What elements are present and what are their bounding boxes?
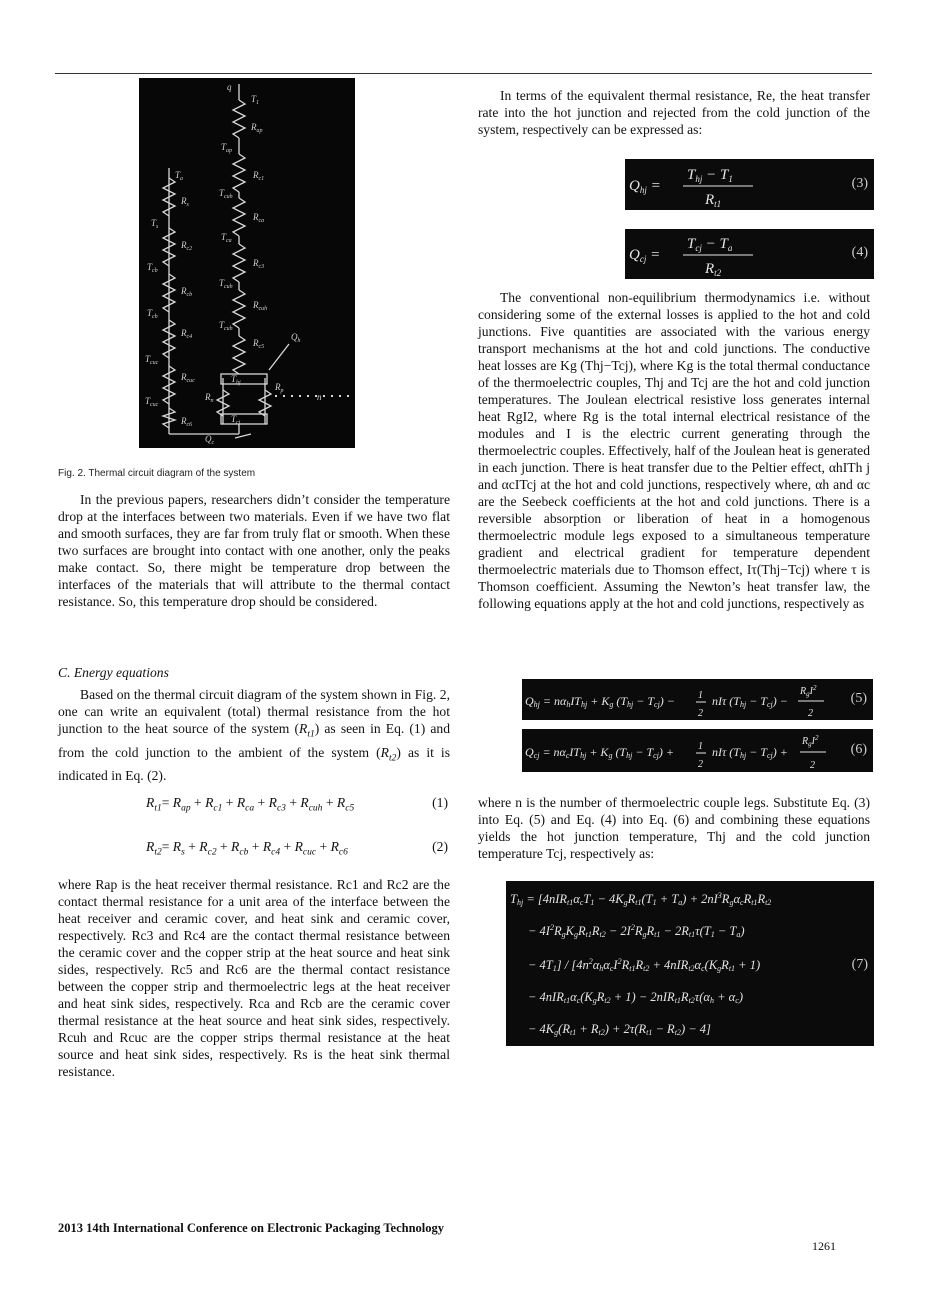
svg-text:Qc: $Q_c$ <box>205 434 215 446</box>
left-paragraph-2: Based on the thermal circuit diagram of the system shown in Fig. 2, one can write an equivalent (total) thermal resistance from the hot junction to the heat source of the system $(R_{t1})$ as seen in Eq. (1) and from the cold junction to the ambient of the system $(R_{t2})$ as it is indicated in Eq. (2). <box>58 687 450 784</box>
left-paragraph-3 <box>58 876 450 1080</box>
equation-4-box <box>625 229 874 279</box>
svg-text:Rcuc: $R_{cuc}$ <box>181 372 195 384</box>
para2-part-c: ) as it is indicated in Eq. (2). <box>58 744 450 784</box>
svg-text:Rn: $R_n$ <box>205 392 214 404</box>
right-para1-text: In terms of the equivalent thermal resistance, Re, the heat transfer rate into the hot junction and rejected from the cold junction of the system, respectively can be expressed as: <box>478 88 870 137</box>
svg-text:Thj − T1: $T_{hj} - T_1$ <box>687 167 733 184</box>
svg-text:1: 1 <box>698 690 703 701</box>
svg-text:Rap: $R_{ap}$ <box>251 122 263 134</box>
svg-text:− 4Kg(Rt1 + Rt2) + 2τ(Rt1 − Rt: − 4Kg(Rt1 + Rt2) + 2τ(Rt1 − Rt2) − 4] <box>528 1022 711 1037</box>
svg-text:Tcj: $T_{cj}$ <box>231 414 241 426</box>
svg-text:− 4I2RgKgRt1Rt2 − 2I2RgRt1 − 2: − $4I^2RgKgRt1Rt2$ − $2I^2RgRt1 - 2Rt1\tau(T1 - Ta)$ <box>528 923 745 939</box>
equation-4-number: (4) <box>851 245 868 260</box>
right-paragraph-3 <box>478 794 870 862</box>
thermal-circuit-figure <box>139 78 355 448</box>
svg-text:Ts: $T_s$ <box>151 218 159 230</box>
equation-2-expression: $R_{t2}= R_s + R_{c2} + R_{cb} + R_{c4} + R_{cuc} + R_{c6}$ <box>146 839 348 858</box>
svg-text:Rs: $R_s$ <box>181 196 189 208</box>
svg-text:Rt1: $R_{t1}$ <box>705 192 722 209</box>
svg-text:− 4nIRt1αc(KgRt2 + 1) − 2nIRt1: − 4nIRt1αc(KgRt2 + 1) − 2nIRt1Rt2τ(αh + αc) <box>528 990 743 1005</box>
svg-text:2: 2 <box>698 708 703 719</box>
svg-text:Tcb: $T_{cb}$ <box>147 262 158 274</box>
svg-text:1: 1 <box>698 741 703 752</box>
section-heading <box>58 664 450 681</box>
right-para3-text: where n is the number of thermoelectric couple legs. Substitute Eq. (3) into Eq. (5) and Eq. (4) into Eq. (6) and combining these equations yields the hot junction temperature, Thj and the cold junction temperature Tcj, respectively as: <box>478 795 870 861</box>
svg-text:Rc2: $R_{c2}$ <box>181 240 193 252</box>
svg-text:Qcj = nαcIThj + Kg (Thj − Tcj): Qcj = nαcIThj + Kg (Thj − Tcj) + <box>525 745 674 760</box>
equation-6-number: (6) <box>850 742 867 757</box>
svg-text:Tcuh: $T_{cuh}$ <box>219 320 233 332</box>
svg-text:nIτ (Thj − Tcj) +: nIτ (Thj − Tcj) + <box>712 745 788 760</box>
svg-text:Tcuc: $T_{cuc}$ <box>145 354 159 366</box>
equation-5-formula <box>522 679 873 720</box>
para2-part-a: Based on the thermal circuit diagram of the system shown in Fig. 2, one can write an equivalent (total) thermal resistance from the hot junction to the heat source of the system ( <box>58 687 450 736</box>
equation-2-number: (2) <box>432 839 448 854</box>
equation-5-number: (5) <box>850 691 867 706</box>
para2-part-b: ) as seen in Eq. (1) and from the cold junction to the ambient of the system ( <box>58 721 450 760</box>
equation-7-box <box>506 881 874 1046</box>
svg-text:Qhj = nαhIThj + Kg (Thj − Tcj): Qhj = nαhIThj + Kg (Thj − Tcj) − <box>525 694 675 709</box>
right-paragraph-2 <box>478 289 870 612</box>
equation-7-formula <box>506 881 874 1046</box>
svg-text:Rc1: $R_{c1}$ <box>253 170 265 182</box>
svg-text:Rcuh: $R_{cuh}$ <box>253 300 268 312</box>
svg-text:2: 2 <box>698 759 703 770</box>
svg-text:RgI2: $R_gI^2$ <box>800 684 817 698</box>
header-rule <box>55 73 872 74</box>
svg-text:Tcuc: $T_{cuc}$ <box>145 396 159 408</box>
left-paragraph-1 <box>58 491 450 610</box>
svg-text:2: 2 <box>808 708 813 719</box>
svg-text:Rc5: $R_{c5}$ <box>253 338 265 350</box>
right-paragraph-1 <box>478 87 870 138</box>
svg-text:Ta: $T_a$ <box>175 170 184 182</box>
figure-caption: Fig. 2. Thermal circuit diagram of the system <box>58 468 256 479</box>
svg-text:Qh: $Q_h$ <box>291 332 301 344</box>
equation-6-formula <box>522 729 873 772</box>
svg-text:Tcuh: $T_{cuh}$ <box>219 278 233 290</box>
conference-footer: 2013 14th International Conference on Electronic Packaging Technology <box>58 1221 444 1235</box>
svg-text:Rp: $R_p$ <box>275 382 284 394</box>
equation-4-formula <box>625 229 874 279</box>
svg-text:Tca: $T_{ca}$ <box>221 232 232 244</box>
svg-text:Qhj =: $Q_{hj}$ = <box>629 178 661 195</box>
thermal-circuit-diagram <box>139 78 355 448</box>
left-para1-text: In the previous papers, researchers didn’t consider the temperature drop at the interfaces between two materials. Even if we have two flat and smooth surfaces, they are far from truly flat or smooth. When these two surfaces are brought into contact with one another, only the peaks make contact. So, there might be temperature drop between the interfaces of the materials that will attribute to the thermal contact resistance. So, this temperature drop should be considered. <box>58 492 450 609</box>
svg-text:n: n <box>317 392 322 402</box>
equation-6-box <box>522 729 873 772</box>
svg-text:Rcb: $R_{cb}$ <box>181 286 193 298</box>
svg-text:RgI2: $R_gI^2$ <box>802 734 819 748</box>
equation-1-expression: $R_{t1}= R_{ap} + R_{c1} + R_{ca} + R_{c3} + R_{cuh} + R_{c5}$ <box>146 795 355 814</box>
svg-text:Qcj =: $Q_{cj}$ = <box>629 247 661 264</box>
svg-text:Tcj − Ta: $T_{cj} - T_a$ <box>687 236 733 253</box>
svg-text:Rc3: $R_{c3}$ <box>253 258 265 270</box>
svg-text:2: 2 <box>810 760 815 771</box>
svg-text:Thj: $T_{hj}$ <box>231 374 241 386</box>
equation-3-number: (3) <box>851 176 868 191</box>
page-number: 1261 <box>812 1239 836 1253</box>
svg-text:Tcuh: $T_{cuh}$ <box>219 188 233 200</box>
equation-1-number: (1) <box>432 795 448 810</box>
svg-text:Rc4: $R_{c4}$ <box>181 328 193 340</box>
right-para2-text: The conventional non-equilibrium thermodynamics i.e. without considering some of the external losses is applied to the hot and cold junctions. Five quantities are associated with the various energy transport mechanisms at the hot and cold junctions. The conductive heat losses are Kg (Thj−Tcj), where Kg is the total thermal conductance of the thermoelectric couples, Thj and Tcj are the hot and cold junction temperatures. The Joulean electrical resistive loss generates internal heat RgI2, where Rg is the total internal electrical resistance of the modules and I is the electric current generating through the thermoelectric couples. Effectively, half of the Joulean heat is generated in each junction. There is heat transfer due to the Peltier effect, αhITh j and αcITcj at the hot and cold junctions, respectively where, αh and αc are the Seebeck coefficients at the hot and cold junctions. There is a reversible absorption or liberation of heat in a homogenous thermoelectric module legs exposed to a simultaneous temperature gradient and electrical gradient for temperature dependent thermoelectric materials due to Thomson effect, Iτ(Thj−Tcj) where τ is Thomson coefficient. Assuming the Newton’s heat transfer law, the following equations apply at the hot and cold junctions, respectively as <box>478 290 870 611</box>
svg-text:Rca: $R_{ca}$ <box>253 212 265 224</box>
svg-text:nIτ (Thj − Tcj) −: nIτ (Thj − Tcj) − <box>712 694 788 709</box>
equation-3-box <box>625 159 874 210</box>
svg-text:Thj = [4nIRt1αcT1 − 4KgRt1(T1: Thj = [4nIRt1αcT1 − 4KgRt1(T1 + $Ta) + 2nI^3Rg\alpha cRt1Rt2$ <box>510 891 772 907</box>
svg-text:Rt2: $R_{t2}$ <box>705 261 722 278</box>
svg-text:Tap: $T_{ap}$ <box>221 142 233 154</box>
equation-7-number: (7) <box>851 957 868 972</box>
svg-text:q: q <box>227 82 232 92</box>
svg-text:− 4T1] / [4n2αhαcI2Rt1Rt2 + 4n: − $4T1] / [4n^2\alpha h\alpha cI^2Rt1Rt2$ + 4nIRt2αc(KgRt1 + 1) <box>528 957 761 973</box>
equation-5-box <box>522 679 873 720</box>
left-para3-text: where Rap is the heat receiver thermal resistance. Rc1 and Rc2 are the contact thermal resistance for a unit area of the interface between the heat receiver and ceramic cover, and heat sink and ceramic cover, respectively. Rc3 and Rc4 are the contact thermal resistance between the ceramic cover and the copper strip at the heat source and heat sink sides, respectively. Rc5 and Rc6 are the thermal contact resistance between the copper strip and thermoelectric legs at the heat receiver and heat sink sides, respectively. Rca and Rcb are the ceramic cover thermal resistance at the heat source and heat sink sides, respectively. Rcuh and Rcuc are the copper strips thermal resistance at the heat source and heat sink sides, respectively. Rs is the heat sink thermal resistance. <box>58 877 450 1079</box>
svg-text:T1: $T_1$ <box>251 94 260 106</box>
svg-text:Tcb: $T_{cb}$ <box>147 308 158 320</box>
heading-energy-equations: C. Energy equations <box>58 665 169 680</box>
svg-text:Rc6: $R_{c6}$ <box>181 416 193 428</box>
equation-3-formula <box>625 159 874 210</box>
